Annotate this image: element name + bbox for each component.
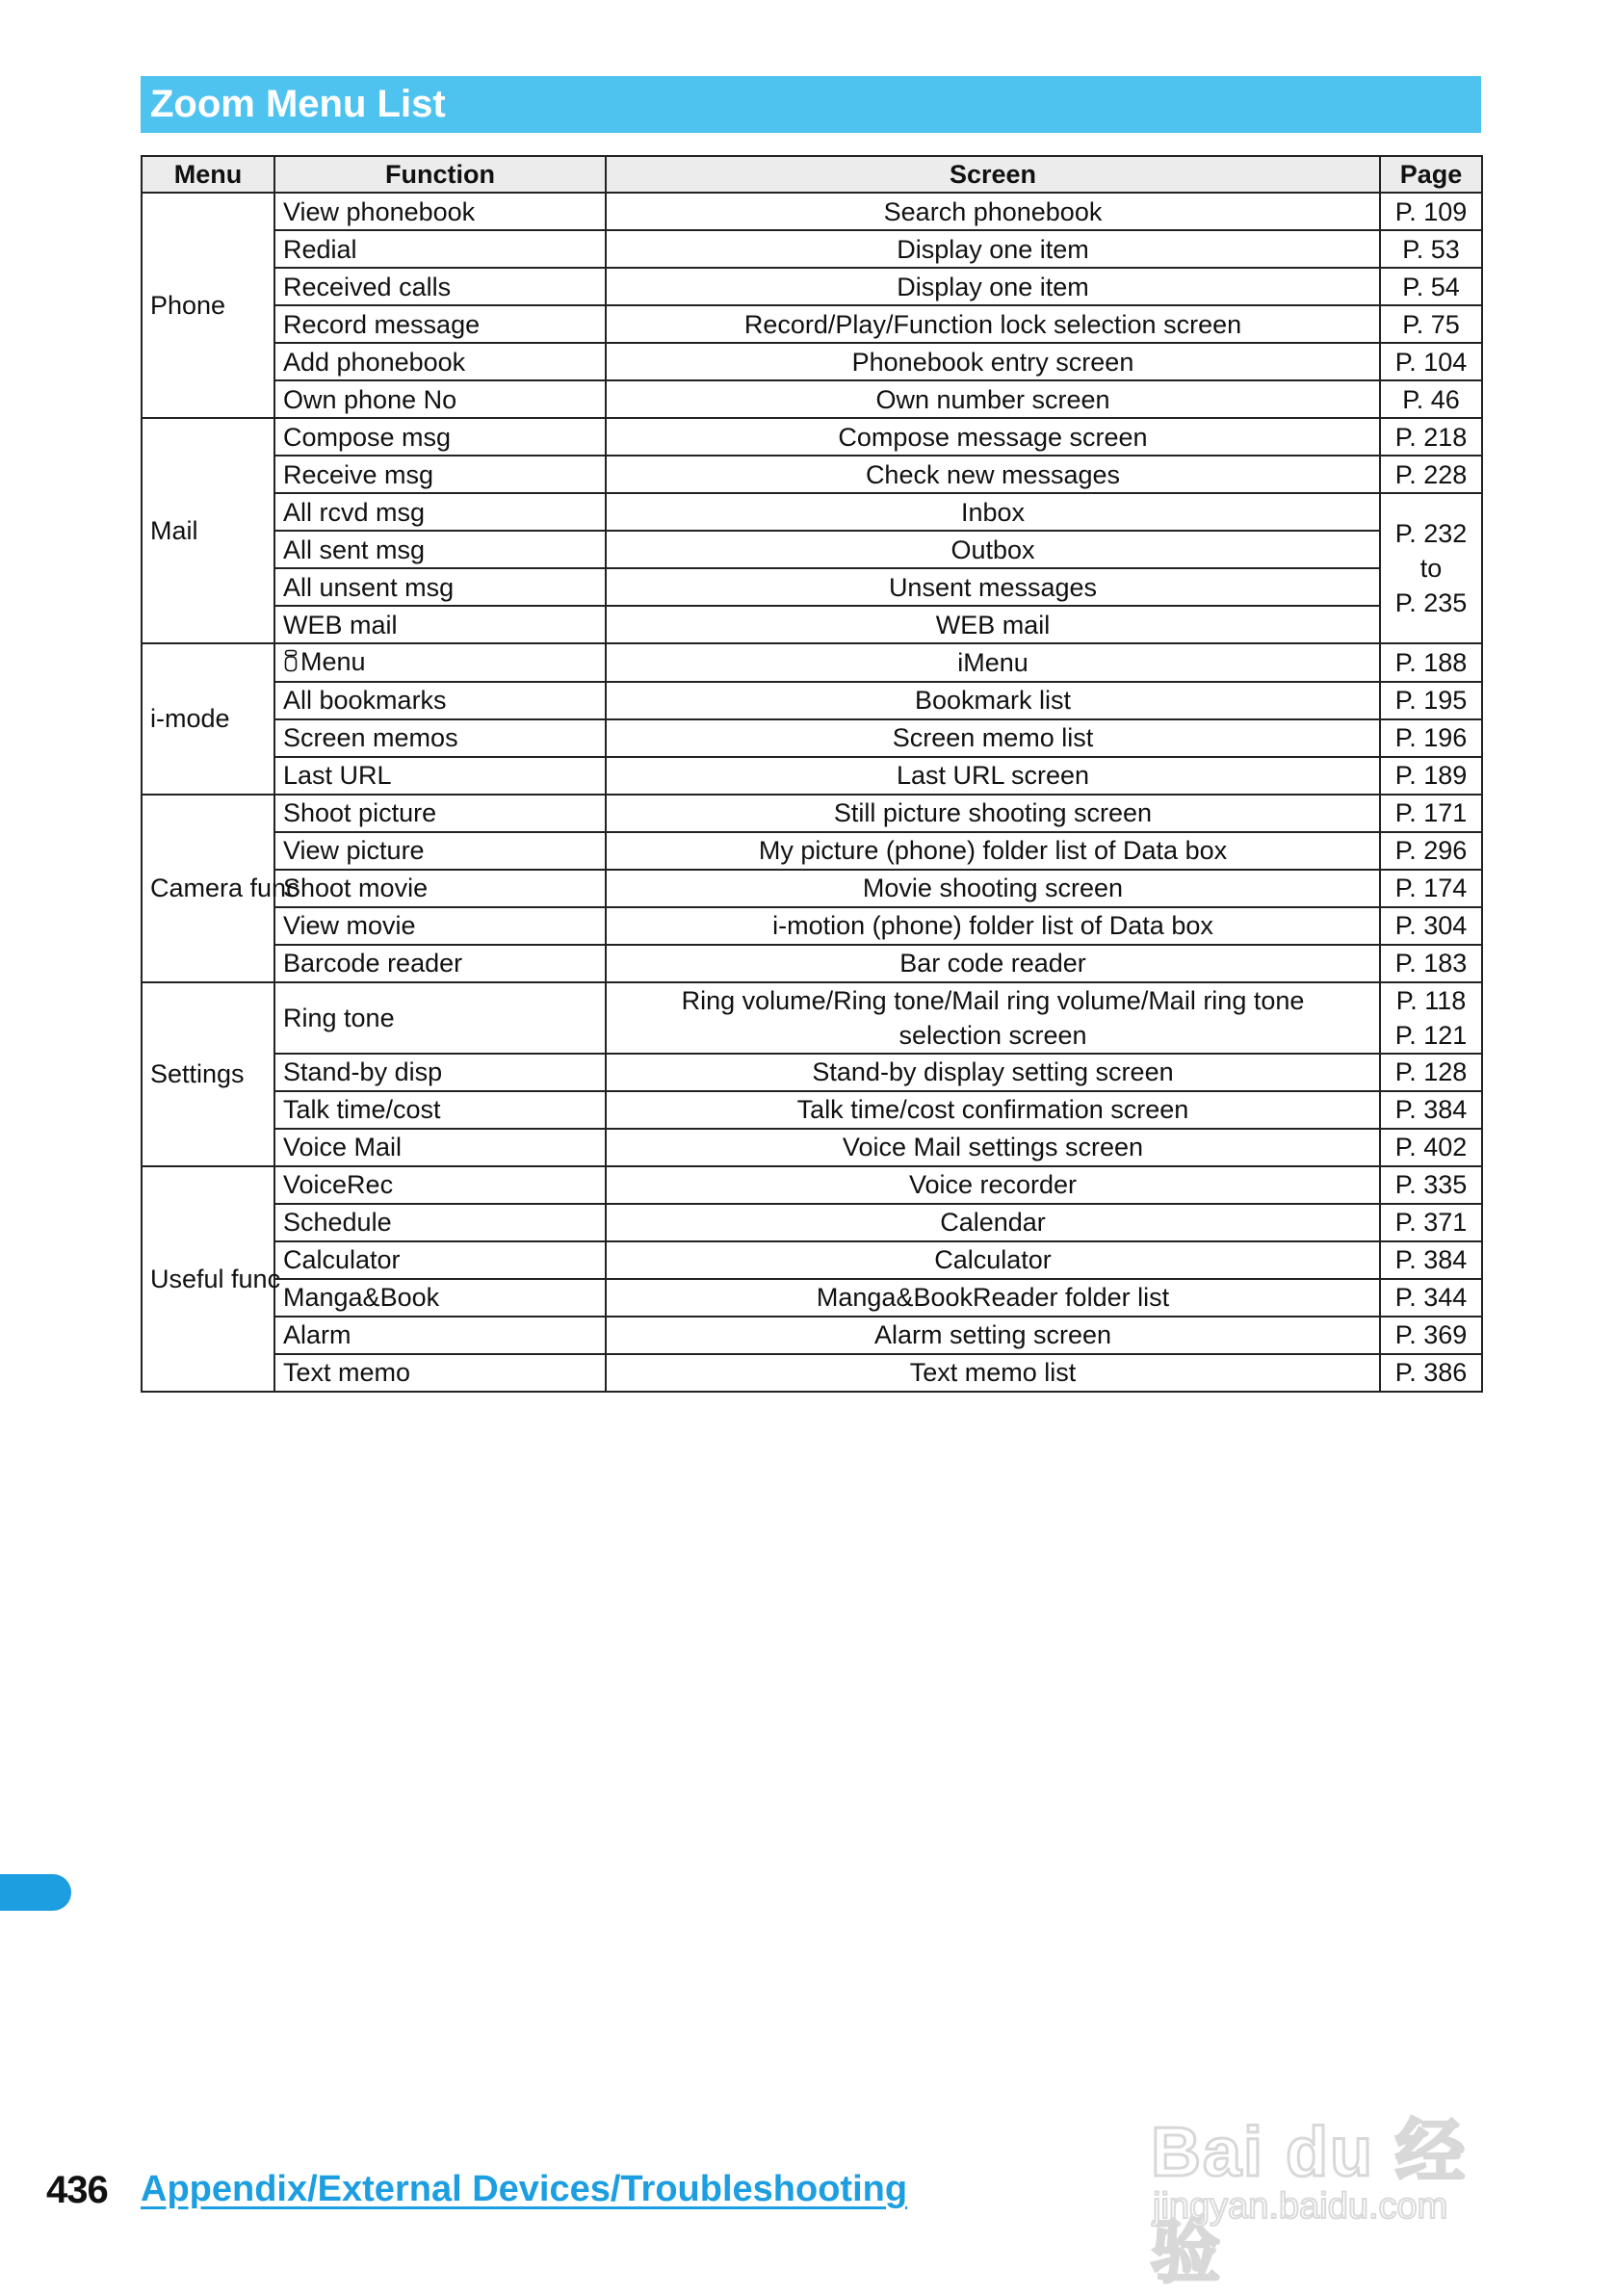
screen-cell: Stand-by display setting screen [606, 1054, 1380, 1091]
function-cell [274, 230, 606, 268]
function-label: Alarm [283, 1320, 351, 1350]
function-label: Redial [283, 234, 357, 264]
function-label: Screen memos [283, 723, 458, 753]
table-row [142, 268, 1482, 305]
function-cell [274, 606, 606, 643]
screen-cell: Display one item [606, 230, 1380, 268]
page-cell: P. 171 [1380, 795, 1482, 832]
function-cell [274, 305, 606, 343]
function-cell [274, 1129, 606, 1166]
function-label: Shoot picture [283, 798, 437, 828]
function-label: Last URL [283, 761, 392, 791]
menu-cell: Settings [142, 982, 274, 1166]
function-label: Manga&Book [283, 1283, 440, 1313]
page-cell: P. 183 [1380, 945, 1482, 982]
function-cell [274, 1317, 606, 1354]
menu-cell: Useful func [142, 1166, 274, 1392]
table-row [142, 1091, 1482, 1129]
screen-cell: Own number screen [606, 380, 1380, 418]
table-row [142, 795, 1482, 832]
page-cell: P. 196 [1380, 719, 1482, 757]
screen-cell: Compose message screen [606, 418, 1380, 456]
function-label: Receive msg [283, 459, 434, 489]
function-label: View phonebook [283, 196, 476, 226]
screen-cell [606, 982, 1380, 1054]
page-line: P. 121 [1394, 1020, 1468, 1050]
function-label: Own phone No [283, 384, 457, 414]
function-label: All unsent msg [283, 572, 455, 602]
table-row [142, 1129, 1482, 1166]
table-row [142, 193, 1482, 230]
table-row [142, 1354, 1482, 1392]
function-label: Voice Mail [283, 1133, 403, 1162]
page-cell: P. 384 [1380, 1091, 1482, 1129]
function-label: Menu [300, 647, 366, 676]
table-row [142, 682, 1482, 719]
screen-cell: Bookmark list [606, 682, 1380, 719]
screen-cell: WEB mail [606, 606, 1380, 643]
function-cell [274, 343, 606, 380]
table-row [142, 719, 1482, 757]
table-row [142, 493, 1482, 531]
screen-cell: Last URL screen [606, 757, 1380, 795]
function-cell [274, 1166, 606, 1204]
table-row [142, 1279, 1482, 1317]
screen-line: Ring volume/Ring tone/Mail ring volume/Mail ring tone [681, 985, 1305, 1015]
function-cell [274, 531, 606, 568]
function-label: View movie [283, 911, 416, 941]
function-cell [274, 945, 606, 982]
page-cell: P. 75 [1380, 305, 1482, 343]
function-cell [274, 268, 606, 305]
function-cell [274, 380, 606, 418]
function-cell [274, 1354, 606, 1392]
page-cell: P. 344 [1380, 1279, 1482, 1317]
table-row [142, 757, 1482, 795]
page-cell: P. 296 [1380, 832, 1482, 870]
page-number: 436 [46, 2169, 108, 2211]
function-cell [274, 1241, 606, 1279]
function-cell [274, 1279, 606, 1317]
screen-cell: Screen memo list [606, 719, 1380, 757]
function-label: All sent msg [283, 535, 426, 564]
function-label: All bookmarks [283, 686, 447, 716]
function-label: Schedule [283, 1208, 392, 1238]
column-header: Menu [142, 156, 274, 193]
function-label: Stand-by disp [283, 1057, 443, 1087]
screen-cell: Unsent messages [606, 568, 1380, 606]
function-label: Ring tone [283, 1003, 395, 1032]
page-line: P. 118 [1395, 985, 1467, 1015]
table-row [142, 1317, 1482, 1354]
screen-cell: Search phonebook [606, 193, 1380, 230]
function-label: Calculator [283, 1245, 401, 1275]
page-cell: P. 104 [1380, 343, 1482, 380]
function-cell [274, 907, 606, 945]
table-row [142, 832, 1482, 870]
function-cell [274, 493, 606, 531]
page-cell: P. 228 [1380, 456, 1482, 493]
page-cell: P. 386 [1380, 1354, 1482, 1392]
page-cell: P. 54 [1380, 268, 1482, 305]
table-row [142, 418, 1482, 456]
menu-cell: Phone [142, 193, 274, 418]
screen-cell: Voice Mail settings screen [606, 1129, 1380, 1166]
page-cell: P. 128 [1380, 1054, 1482, 1091]
function-label: WEB mail [283, 610, 398, 639]
screen-cell: Text memo list [606, 1354, 1380, 1392]
function-cell [274, 193, 606, 230]
screen-cell: i-motion (phone) folder list of Data box [606, 907, 1380, 945]
table-row [142, 456, 1482, 493]
menu-cell: Mail [142, 418, 274, 643]
watermark-main-text: Bai du 经验 [1151, 2114, 1468, 2291]
screen-cell: Talk time/cost confirmation screen [606, 1091, 1380, 1129]
table-row [142, 305, 1482, 343]
page-cell [1380, 493, 1482, 643]
column-header: Screen [606, 156, 1380, 193]
function-label: VoiceRec [283, 1170, 394, 1200]
screen-cell: Calendar [606, 1204, 1380, 1241]
function-label: Compose msg [283, 422, 452, 452]
page-cell: P. 195 [1380, 682, 1482, 719]
page-cell: P. 218 [1380, 418, 1482, 456]
screen-cell: Voice recorder [606, 1166, 1380, 1204]
column-header: Function [274, 156, 606, 193]
screen-line: selection screen [898, 1020, 1087, 1050]
function-label: Received calls [283, 272, 452, 301]
function-cell [274, 982, 606, 1054]
table-row [142, 606, 1482, 643]
watermark-sub-text: jingyan.baidu.com [1153, 2186, 1448, 2227]
function-cell [274, 682, 606, 719]
screen-cell: iMenu [606, 643, 1380, 682]
table-row [142, 1166, 1482, 1204]
page-cell: P. 174 [1380, 870, 1482, 907]
table-row [142, 380, 1482, 418]
function-cell [274, 870, 606, 907]
table-row [142, 643, 1482, 682]
table-row [142, 907, 1482, 945]
screen-cell: Record/Play/Function lock selection screen [606, 305, 1380, 343]
screen-cell: Display one item [606, 268, 1380, 305]
section-link[interactable]: Appendix/External Devices/Troubleshooting [141, 2169, 908, 2209]
function-label: Add phonebook [283, 347, 466, 377]
table-row [142, 1241, 1482, 1279]
page-line: P. 232 [1394, 519, 1468, 548]
function-cell [274, 456, 606, 493]
page-cell [1380, 982, 1482, 1054]
function-label: Text memo [283, 1358, 411, 1388]
page-line: to [1419, 554, 1443, 583]
table-row [142, 568, 1482, 606]
function-cell [274, 1091, 606, 1129]
function-label: Talk time/cost [283, 1095, 441, 1125]
page-cell: P. 384 [1380, 1241, 1482, 1279]
page-cell: P. 189 [1380, 757, 1482, 795]
screen-cell: Movie shooting screen [606, 870, 1380, 907]
function-cell [274, 1054, 606, 1091]
function-cell [274, 418, 606, 456]
screen-cell: My picture (phone) folder list of Data box [606, 832, 1380, 870]
page-line: P. 235 [1394, 588, 1468, 617]
table-row [142, 945, 1482, 982]
menu-cell: Camera func [142, 795, 274, 982]
column-header: Page [1380, 156, 1482, 193]
function-cell [274, 795, 606, 832]
function-label: Shoot movie [283, 874, 429, 903]
watermark-logo [1151, 2061, 1536, 2291]
screen-cell: Still picture shooting screen [606, 795, 1380, 832]
imode-icon [283, 646, 299, 681]
page-cell: P. 46 [1380, 380, 1482, 418]
table-header [142, 156, 1482, 193]
table-row [142, 1054, 1482, 1091]
page-cell: P. 188 [1380, 643, 1482, 682]
zoom-menu-table [141, 155, 1483, 1393]
page-title: Zoom Menu List [141, 76, 1481, 133]
table-row [142, 343, 1482, 380]
function-cell [274, 757, 606, 795]
screen-cell: Bar code reader [606, 945, 1380, 982]
side-index-tab [0, 1874, 71, 1911]
page-cell: P. 371 [1380, 1204, 1482, 1241]
table-row [142, 870, 1482, 907]
screen-cell: Calculator [606, 1241, 1380, 1279]
function-cell [274, 832, 606, 870]
function-label: Record message [283, 309, 481, 339]
function-cell [274, 719, 606, 757]
screen-cell: Outbox [606, 531, 1380, 568]
function-cell [274, 1204, 606, 1241]
screen-cell: Check new messages [606, 456, 1380, 493]
table-row [142, 531, 1482, 568]
table-body [142, 193, 1482, 1392]
screen-cell: Alarm setting screen [606, 1317, 1380, 1354]
screen-cell: Inbox [606, 493, 1380, 531]
page-cell: P. 335 [1380, 1166, 1482, 1204]
table-row [142, 982, 1482, 1054]
function-label: All rcvd msg [283, 497, 426, 527]
screen-cell: Manga&BookReader folder list [606, 1279, 1380, 1317]
table-row [142, 1204, 1482, 1241]
function-cell [274, 568, 606, 606]
page-cell: P. 53 [1380, 230, 1482, 268]
function-cell [274, 643, 606, 682]
page-cell: P. 402 [1380, 1129, 1482, 1166]
screen-cell: Phonebook entry screen [606, 343, 1380, 380]
page-cell: P. 369 [1380, 1317, 1482, 1354]
menu-cell: i-mode [142, 643, 274, 795]
page-cell: P. 304 [1380, 907, 1482, 945]
table-row [142, 230, 1482, 268]
page-cell: P. 109 [1380, 193, 1482, 230]
function-label: View picture [283, 836, 425, 866]
function-label: Barcode reader [283, 949, 463, 978]
